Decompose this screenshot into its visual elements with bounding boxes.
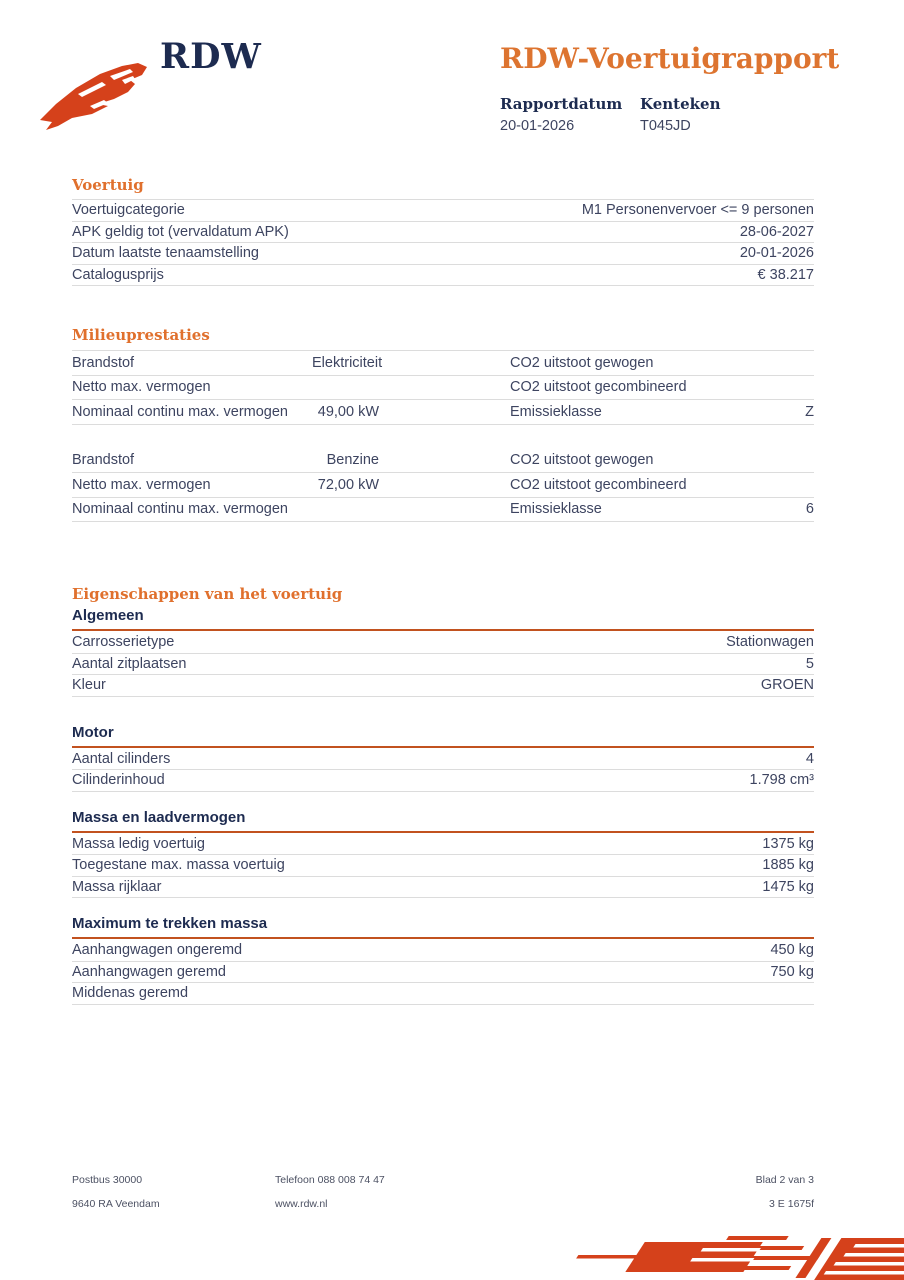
row-label: Kleur: [72, 677, 106, 694]
row-label: Aantal cilinders: [72, 750, 171, 767]
table-row: [72, 473, 814, 498]
section-voertuig: [72, 176, 814, 286]
subsection-maximum-trekken-massa: [72, 915, 814, 1005]
row-label: Nominaal continu max. vermogen: [72, 403, 288, 420]
row-value: 72,00 kW: [317, 476, 379, 493]
milieu-block-elektriciteit: [72, 350, 814, 425]
row-label: Aantal zitplaatsen: [72, 655, 187, 672]
section-eigenschappen-title: Eigenschappen van het voertuig: [72, 585, 343, 603]
table-row: [72, 265, 814, 287]
row-label: Netto max. vermogen: [72, 476, 211, 493]
rdw-speed-stripes-graphic: [548, 1234, 904, 1280]
table-row: [72, 243, 814, 265]
row-value: 450 kg: [770, 942, 814, 959]
footer-doc-code: 3 E 1675f: [769, 1198, 814, 1210]
footer-line-1: [72, 1168, 814, 1192]
row-label: Datum laatste tenaamstelling: [72, 245, 259, 262]
row-label: Aanhangwagen ongeremd: [72, 942, 243, 959]
table-row: [72, 834, 814, 856]
row-label: Brandstof: [72, 354, 135, 371]
row-label: CO2 uitstoot gecombineerd: [510, 379, 687, 396]
row-label: Massa rijklaar: [72, 878, 162, 895]
footer-page-indicator: Blad 2 van 3: [755, 1174, 814, 1186]
table-row: [72, 351, 814, 376]
row-label: Emissieklasse: [510, 403, 602, 420]
row-value: 28-06-2027: [739, 223, 814, 240]
license-plate-value: T045JD: [640, 118, 691, 134]
row-value: GROEN: [760, 677, 814, 694]
subsection-massa-laadvermogen: [72, 809, 814, 899]
row-label: CO2 uitstoot gewogen: [510, 354, 654, 371]
table-row: [72, 855, 814, 877]
row-value: 49,00 kW: [317, 403, 379, 420]
row-value: Z: [805, 403, 814, 420]
page-title: RDW-Voertuigrapport: [500, 42, 840, 75]
subsection-motor: [72, 724, 814, 792]
row-value: Stationwagen: [726, 634, 814, 651]
row-value: 5: [805, 655, 814, 672]
row-value: 1375 kg: [762, 835, 814, 852]
table-row: [72, 675, 814, 697]
subsection-algemeen: [72, 607, 814, 697]
table-row: [72, 749, 814, 771]
row-label: Netto max. vermogen: [72, 379, 211, 396]
table-row: [72, 449, 814, 474]
table-row: [72, 877, 814, 899]
table-row: [72, 654, 814, 676]
report-date-value: 20-01-2026: [500, 118, 575, 134]
row-value: 4: [805, 750, 814, 767]
subsection-title: Algemeen: [72, 607, 814, 631]
row-value: Elektriciteit: [312, 354, 383, 371]
table-row: [72, 376, 814, 401]
row-value: 20-01-2026: [739, 245, 814, 262]
row-label: Massa ledig voertuig: [72, 835, 205, 852]
row-value: 6: [805, 501, 814, 518]
row-label: APK geldig tot (vervaldatum APK): [72, 223, 289, 240]
section-voertuig-title: Voertuig: [72, 176, 144, 194]
row-value: M1 Personenvervoer <= 9 personen: [581, 202, 814, 219]
row-label: CO2 uitstoot gewogen: [510, 452, 654, 469]
row-label: CO2 uitstoot gecombineerd: [510, 476, 687, 493]
footer-phone: Telefoon 088 008 74 47: [275, 1174, 385, 1186]
row-value: Benzine: [326, 452, 379, 469]
footer-line-2: [72, 1192, 814, 1216]
table-row: [72, 498, 814, 523]
row-label: Brandstof: [72, 452, 135, 469]
footer-postbus: Postbus 30000: [72, 1174, 143, 1186]
row-value: € 38.217: [757, 266, 814, 283]
subsection-title: Massa en laadvermogen: [72, 809, 814, 833]
row-value: 750 kg: [770, 963, 814, 980]
table-row: [72, 222, 814, 244]
row-value: 1.798 cm³: [749, 772, 814, 789]
row-label: Nominaal continu max. vermogen: [72, 501, 288, 518]
table-row: [72, 962, 814, 984]
report-date-label: Rapportdatum: [500, 95, 623, 113]
table-row: [72, 400, 814, 425]
section-milieuprestaties: [72, 326, 814, 522]
report-body: [72, 0, 814, 1005]
rdw-logo-text: RDW: [160, 36, 262, 77]
milieu-block-benzine: [72, 449, 814, 523]
license-plate-label: Kenteken: [640, 95, 721, 113]
section-milieuprestaties-title: Milieuprestaties: [72, 326, 210, 344]
table-row: [72, 770, 814, 792]
row-value: 1885 kg: [762, 857, 814, 874]
table-row: [72, 983, 814, 1005]
row-label: Carrosserietype: [72, 634, 175, 651]
page-footer: [72, 1168, 814, 1216]
subsection-title: Motor: [72, 724, 814, 748]
row-label: Middenas geremd: [72, 985, 189, 1002]
table-row: [72, 632, 814, 654]
row-value: 1475 kg: [762, 878, 814, 895]
row-label: Aanhangwagen geremd: [72, 963, 226, 980]
section-eigenschappen: [72, 585, 814, 1005]
footer-website: www.rdw.nl: [275, 1198, 328, 1210]
footer-city: 9640 RA Veendam: [72, 1198, 160, 1210]
row-label: Cilinderinhoud: [72, 772, 165, 789]
table-row: [72, 940, 814, 962]
voertuig-table: [72, 199, 814, 286]
table-row: [72, 200, 814, 222]
row-label: Emissieklasse: [510, 501, 602, 518]
subsection-title: Maximum te trekken massa: [72, 915, 814, 939]
row-label: Catalogusprijs: [72, 266, 164, 283]
row-label: Voertuigcategorie: [72, 202, 185, 219]
row-label: Toegestane max. massa voertuig: [72, 857, 285, 874]
